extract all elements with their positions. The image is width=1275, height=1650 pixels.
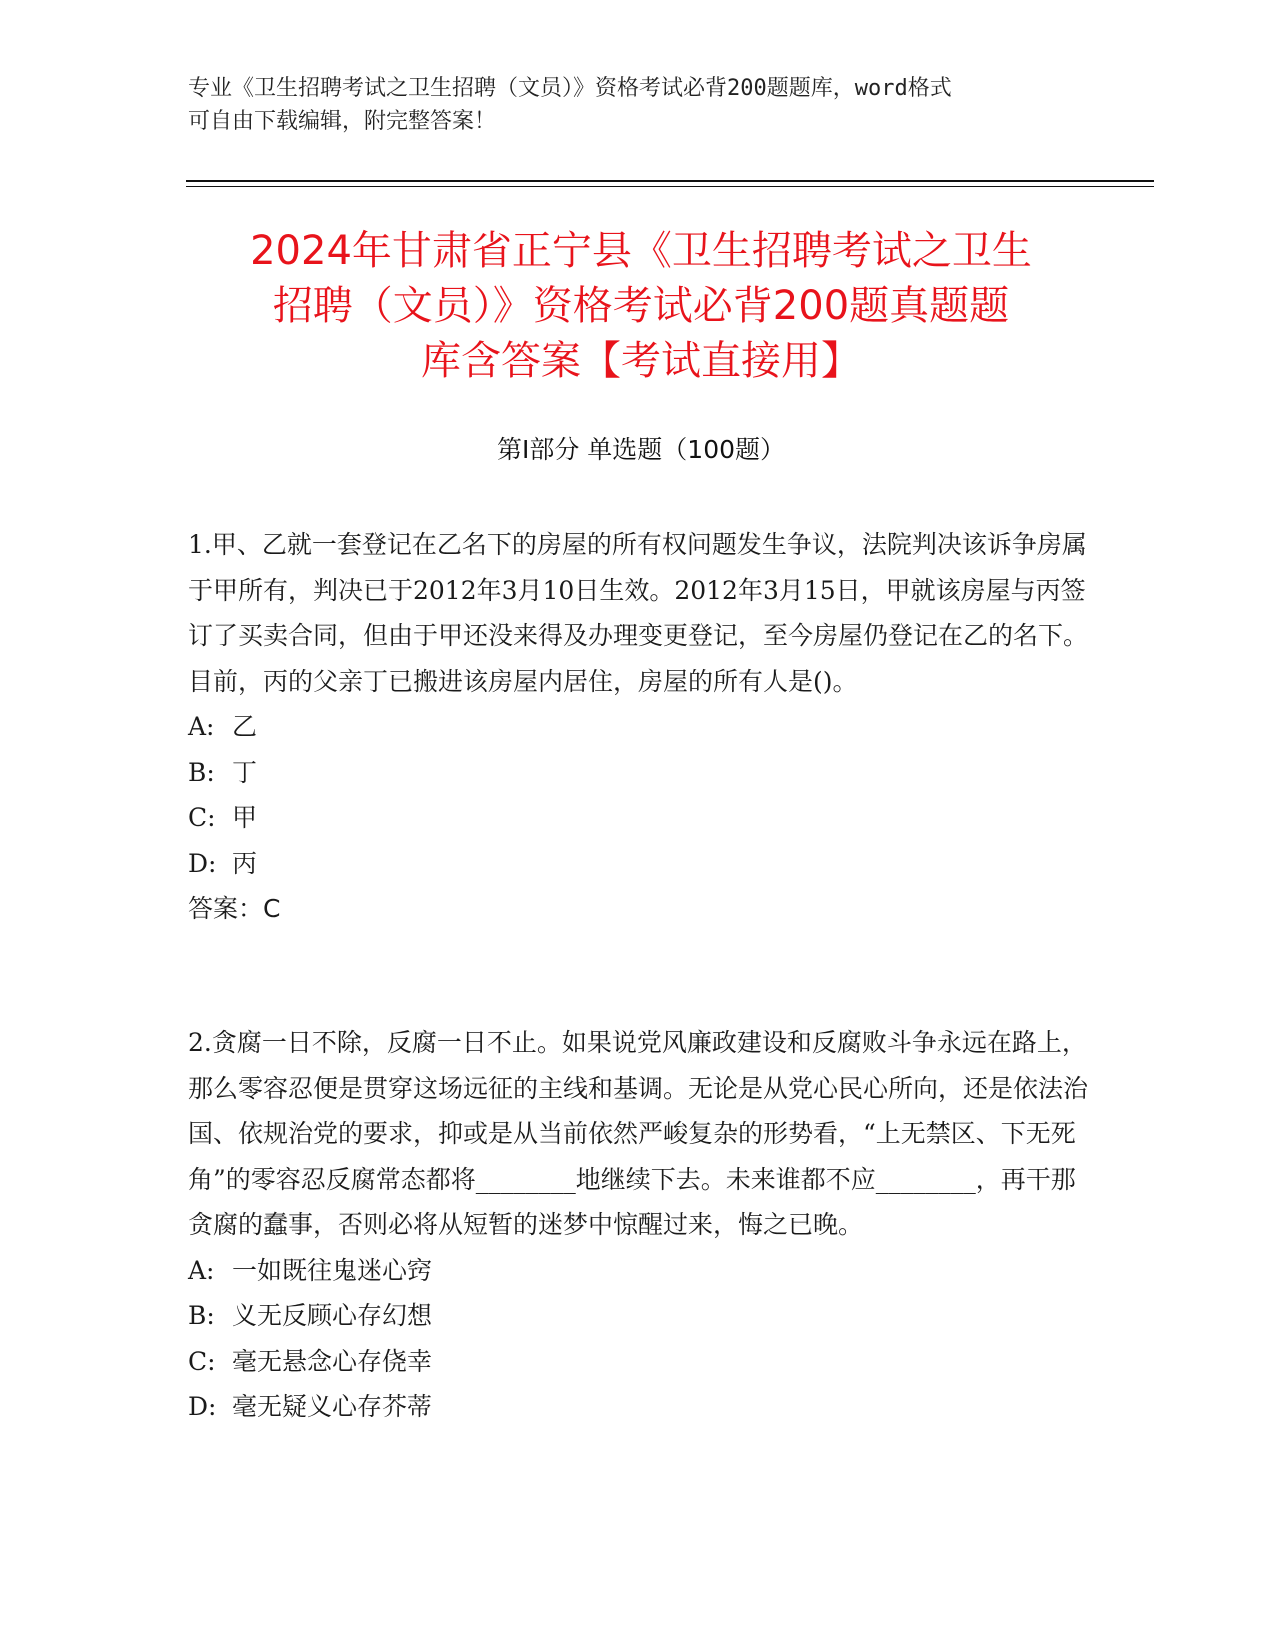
question-2 [188, 1020, 1088, 1430]
header-note-line-1: 专业《卫生招聘考试之卫生招聘（文员）》资格考试必背200题题库，word格式 [188, 76, 952, 101]
option-text: 毫无疑义心存芥蒂 [232, 1392, 433, 1421]
section-title: 第Ⅰ部分 单选题（100题） [496, 435, 786, 464]
option-d [188, 1384, 1088, 1430]
option-letter: C: [188, 1346, 216, 1376]
option-text: 甲 [232, 803, 258, 832]
option-d [188, 841, 1088, 887]
option-letter: C: [188, 803, 216, 832]
option-c [188, 795, 1088, 841]
document-title-line-3: 库含答案【考试直接用】 [421, 338, 861, 384]
header-rule-thin [186, 186, 1154, 187]
document-title-line-1: 2024年甘肃省正宁县《卫生招聘考试之卫生 [250, 228, 1032, 274]
question-1 [188, 522, 1088, 931]
document-title [186, 224, 1096, 389]
option-letter: A: [188, 1255, 215, 1285]
option-text: 乙 [232, 712, 258, 741]
question-stem: 2.贪腐一日不除，反腐一日不止。如果说党风廉政建设和反腐败斗争永远在路上，那么零容忍便是贯穿这场远征的主线和基调。无论是从党心民心所向，还是依法治国、依规治党的要求，抑或是从当前依然严峻复杂的形势看，“上无禁区、下无死角”的零容忍反腐常态都将________地继续下去。未来谁都不应________，再干那贪腐的蠢事，否则必将从短暂的迷梦中惊醒过来，悔之已晚。 [188, 1028, 1089, 1239]
option-text: 一如既往鬼迷心窍 [232, 1255, 433, 1285]
option-text: 丁 [232, 757, 258, 787]
option-b [188, 750, 1088, 796]
document-title-line-2: 招聘（文员）》资格考试必背200题真题题 [272, 283, 1010, 329]
option-letter: D: [188, 848, 217, 878]
option-letter: B: [188, 1301, 215, 1330]
header-rule-thick [186, 180, 1154, 182]
option-letter: A: [188, 712, 215, 741]
option-a [188, 1248, 1088, 1294]
header-note-line-2: 可自由下载编辑，附完整答案！ [188, 109, 497, 134]
option-text: 丙 [232, 848, 258, 878]
option-text: 毫无悬念心存侥幸 [232, 1346, 433, 1376]
option-letter: D: [188, 1392, 217, 1421]
header-note [188, 72, 1068, 138]
option-text: 义无反顾心存幻想 [232, 1301, 433, 1330]
option-b [188, 1293, 1088, 1339]
option-a [188, 704, 1088, 750]
answer-line: 答案：C [188, 894, 281, 923]
option-letter: B: [188, 757, 215, 787]
question-stem: 1.甲、乙就一套登记在乙名下的房屋的所有权问题发生争议，法院判决该诉争房属于甲所有，判决已于2012年3月10日生效。2012年3月15日，甲就该房屋与丙签订了买卖合同，但由于甲还没来得及办理变更登记，至今房屋仍登记在乙的名下。目前，丙的父亲丁已搬进该房屋内居住，房屋的所有人是()。 [188, 530, 1089, 696]
option-c [188, 1339, 1088, 1385]
